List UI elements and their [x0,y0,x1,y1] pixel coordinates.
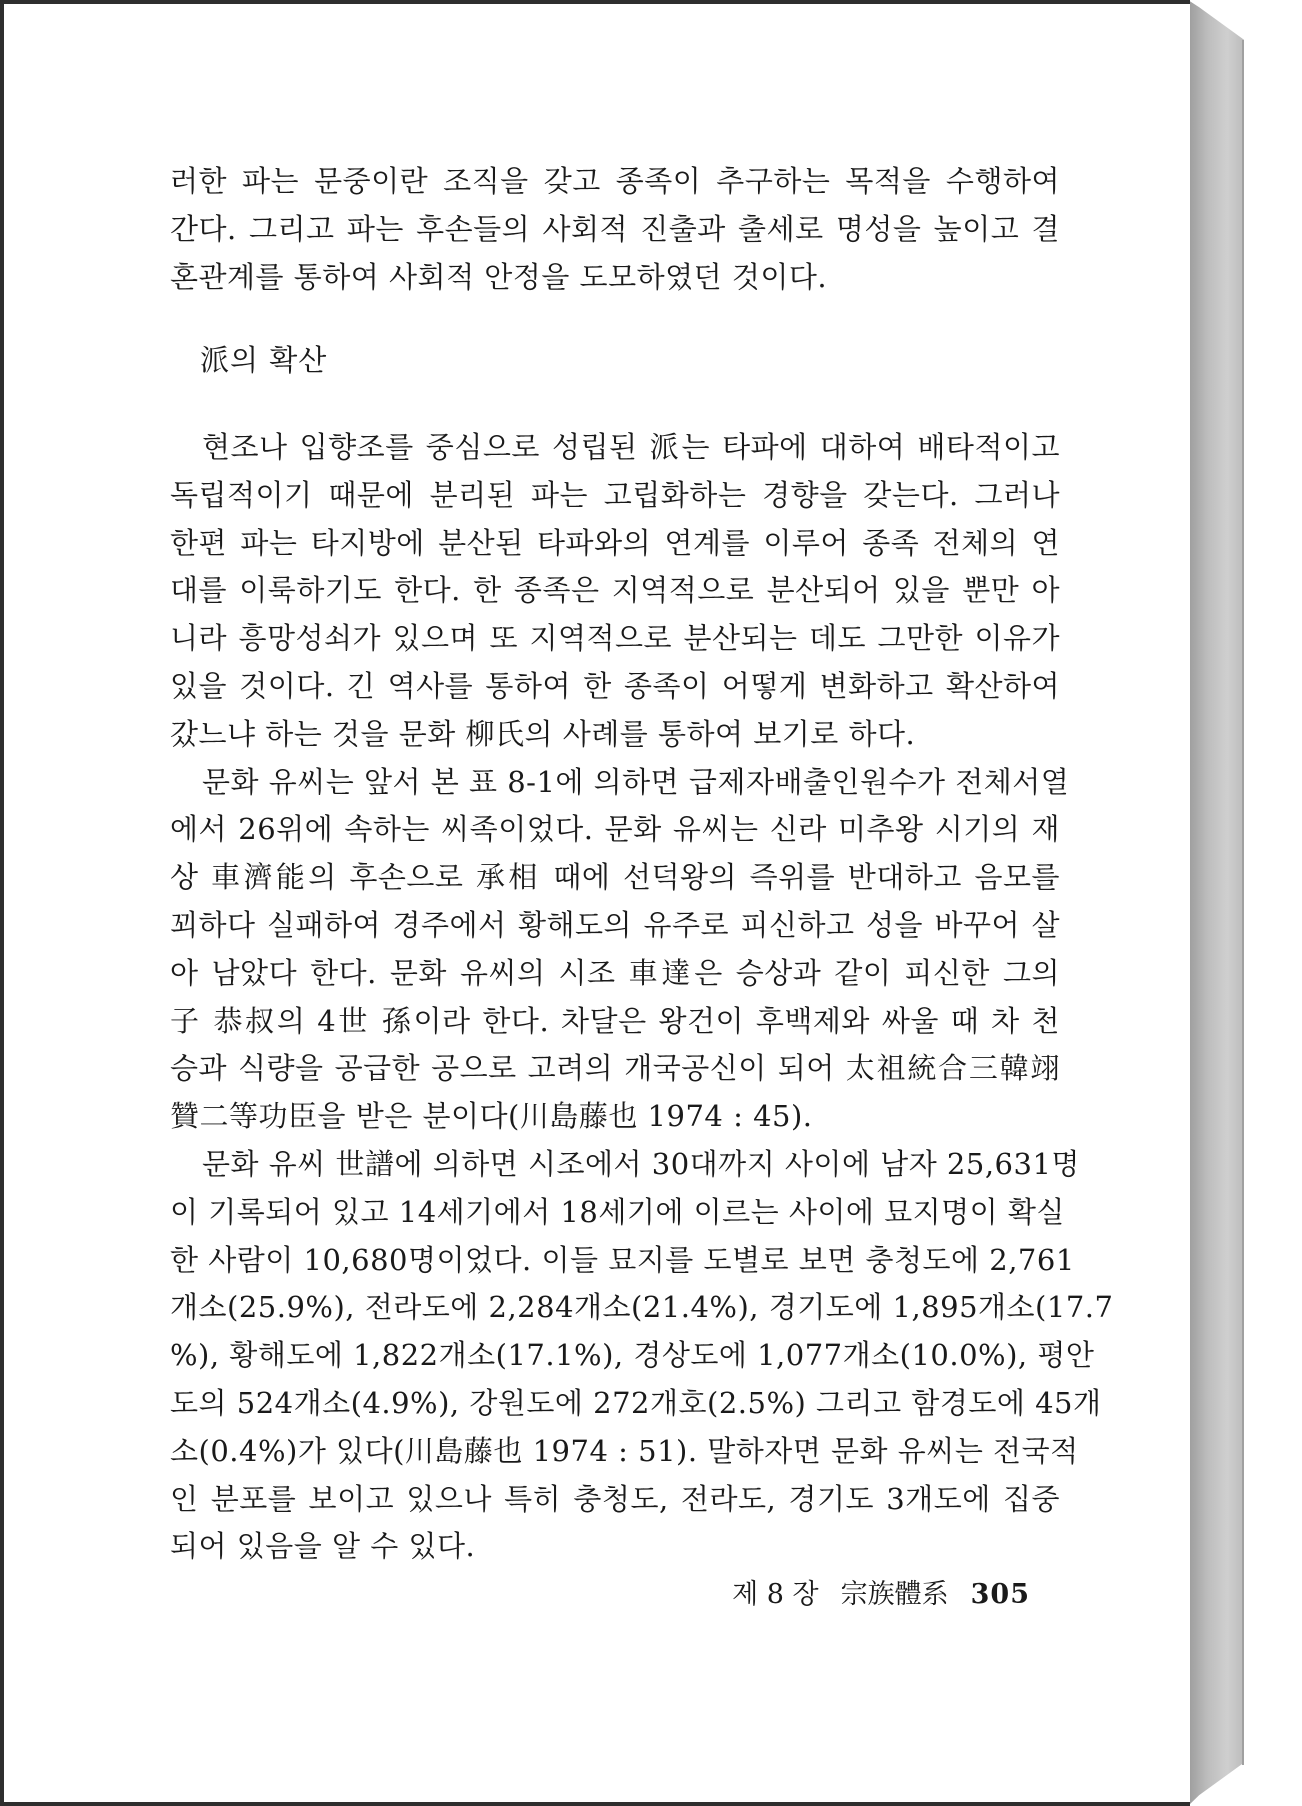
page-stack-edge [1188,0,1244,1806]
text-line: 대를 이룩하기도 한다. 한 종족은 지역적으로 분산되어 있을 뿐만 아 [170,573,1060,608]
page-edge-line [1242,40,1244,1765]
body-text [170,424,1114,1571]
text-line: 승과 식량을 공급한 공으로 고려의 개국공신이 되어 太祖統合三韓翊 [170,1051,1060,1086]
text-line: 아 남았다 한다. 문화 유씨의 시조 車達은 승상과 같이 피신한 그의 [170,955,1060,990]
text-line: 소(0.4%)가 있다(川島藤也 1974 : 51). 말하자면 문화 유씨는 전국적 [170,1433,1079,1468]
text-line: 니라 흥망성쇠가 있으며 또 지역적으로 분산되는 데도 그만한 이유가 [170,621,1060,656]
intro-paragraph [170,158,1060,301]
text-line: 한편 파는 타지방에 분산된 타파와의 연계를 이루어 종족 전체의 연 [170,525,1060,560]
text-line: 한 사람이 10,680명이었다. 이들 묘지를 도별로 보면 충청도에 2,761 [170,1242,1075,1277]
text-line: %), 황해도에 1,822개소(17.1%), 경상도에 1,077개소(10.0%), 평안 [170,1338,1095,1373]
text-line: 혼관계를 통하여 사회적 안정을 도모하였던 것이다. [170,259,828,294]
chapter-title: 宗族體系 [840,1579,949,1610]
text-line: 도의 524개소(4.9%), 강원도에 272개호(2.5%) 그리고 함경도에 45개 [170,1385,1102,1420]
text-line: 문화 유씨 世譜에 의하면 시조에서 30대까지 사이에 남자 25,631명 [202,1146,1080,1181]
text-line: 贊二等功臣을 받은 분이다(川島藤也 1974 : 45). [170,1099,813,1134]
text-line: 문화 유씨는 앞서 본 표 8-1에 의하면 급제자배출인원수가 전체서열 [202,764,1070,799]
page-footer [732,1572,1030,1611]
chapter-label: 제 8 장 [732,1579,819,1610]
text-line: 간다. 그리고 파는 후손들의 사회적 진출과 출세로 명성을 높이고 결 [170,211,1060,246]
text-line: 꾀하다 실패하여 경주에서 황해도의 유주로 피신하고 성을 바꾸어 살 [170,907,1060,942]
text-line: 있을 것이다. 긴 역사를 통하여 한 종족이 어떻게 변화하고 확산하여 [170,668,1060,703]
text-line: 러한 파는 문중이란 조직을 갖고 종족이 추구하는 목적을 수행하여 [170,164,1060,198]
page-number: 305 [970,1579,1030,1610]
text-line: 이 기록되어 있고 14세기에서 18세기에 이르는 사이에 묘지명이 확실 [170,1194,1065,1229]
text-line: 에서 26위에 속하는 씨족이었다. 문화 유씨는 신라 미추왕 시기의 재 [170,812,1060,847]
text-line: 子 恭叔의 4世 孫이라 한다. 차달은 왕건이 후백제와 싸울 때 차 천 [170,1003,1060,1038]
text-line: 갔느냐 하는 것을 문화 柳氏의 사례를 통하여 보기로 하다. [170,716,916,751]
text-line: 독립적이기 때문에 분리된 파는 고립화하는 경향을 갖는다. 그러나 [170,477,1060,512]
text-line: 개소(25.9%), 전라도에 2,284개소(21.4%), 경기도에 1,895개소(17.7 [170,1290,1114,1325]
text-line: 상 車濟能의 후손으로 承相 때에 선덕왕의 즉위를 반대하고 음모를 [170,860,1060,895]
text-line: 인 분포를 보이고 있으나 특히 충청도, 전라도, 경기도 3개도에 집중 [170,1481,1060,1516]
text-line: 현조나 입향조를 중심으로 성립된 派는 타파에 대하여 배타적이고 [202,430,1060,464]
text-line: 되어 있음을 알 수 있다. [170,1529,476,1564]
section-heading: 派의 확산 [200,343,328,377]
